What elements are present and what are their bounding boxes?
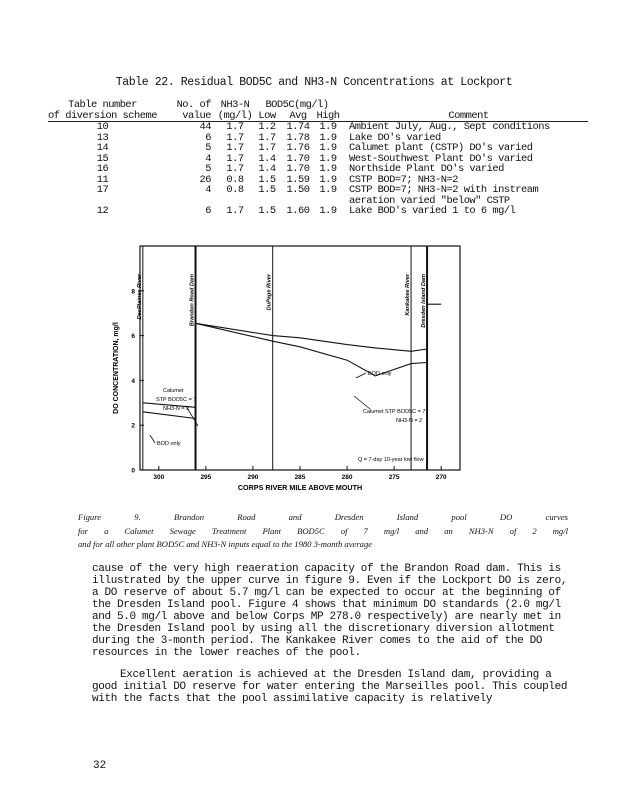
- body-text: [92, 563, 574, 705]
- cell-diversion: 12: [96, 205, 109, 217]
- do-curve-chart: [108, 238, 488, 500]
- x-tick-label: 280: [341, 474, 353, 481]
- cell-nh3: 0.8: [226, 184, 244, 196]
- cell-high: 1.9: [319, 184, 337, 196]
- cell-avg: 1.59: [286, 173, 310, 186]
- cell-no: 5: [205, 142, 211, 154]
- table-row: [48, 206, 588, 217]
- cell-avg: 1.70: [286, 163, 310, 175]
- cell-no: 6: [205, 131, 211, 144]
- landmark-label: DuPage River: [266, 274, 273, 311]
- cell-avg: 1.60: [286, 205, 310, 217]
- annotation-calumet-right-line2: NH3-N = 2: [396, 418, 423, 424]
- landmark-label: DesPlaines River: [136, 274, 143, 320]
- cell-nh3: 1.7: [226, 163, 244, 175]
- cell-comment: Calumet plant (CSTP) DO's varied: [348, 142, 533, 154]
- x-axis-label: CORPS RIVER MILE ABOVE MOUTH: [237, 483, 363, 492]
- cell-nh3: 1.7: [226, 121, 244, 133]
- cell-diversion: 17: [96, 184, 109, 196]
- cell-comment: Northside Plant DO's varied: [348, 163, 504, 175]
- cell-avg: 1.74: [286, 121, 310, 133]
- cell-low: 1.2: [258, 121, 276, 133]
- cell-no: 26: [199, 173, 211, 186]
- cell-avg: 1.78: [286, 131, 310, 144]
- cell-low: 1.4: [258, 152, 276, 165]
- cell-comment: Lake BOD's varied 1 to 6 mg/l: [348, 205, 516, 217]
- cell-nh3: 1.7: [226, 131, 244, 144]
- cell-nh3: 1.7: [226, 152, 244, 165]
- caption-line-3: and for all other plant BOD5C and NH3-N inputs equal to the 1980 3-month average: [78, 539, 373, 549]
- table-row: [48, 122, 588, 133]
- x-tick-label: 285: [294, 474, 306, 481]
- cell-avg: 1.76: [286, 142, 310, 154]
- cell-diversion: 15: [96, 152, 109, 165]
- table-header-row-1: [48, 100, 588, 111]
- cell-low: 1.7: [258, 131, 276, 144]
- cell-avg: 1.70: [286, 152, 310, 165]
- x-tick-label: 275: [388, 474, 400, 481]
- y-tick-label: 0: [131, 467, 135, 475]
- cell-high: 1.9: [319, 121, 337, 133]
- table-row: [48, 164, 588, 175]
- page-number: 32: [93, 760, 107, 772]
- cell-comment: Lake DO's varied: [348, 131, 441, 144]
- cell-low: 1.5: [258, 184, 276, 196]
- y-axis-label: DO CONCENTRATION, mg/l: [113, 322, 120, 414]
- cell-diversion: 10: [96, 121, 109, 133]
- cell-avg: 1.50: [286, 184, 310, 196]
- cell-low: 1.4: [258, 163, 276, 175]
- cell-nh3: 1.7: [226, 205, 244, 217]
- cell-high: 1.9: [319, 173, 337, 186]
- cell-diversion: 11: [96, 173, 109, 186]
- cell-no: 4: [205, 152, 211, 165]
- figure-caption: [78, 511, 568, 552]
- cell-no: 44: [199, 121, 211, 133]
- cell-high: 1.9: [319, 142, 337, 154]
- caption-line-2: for a Calumet Sewage Treatment Plant BOD5C of 7 mg/l and an NH3-N of 2 mg/l: [78, 525, 568, 536]
- header-low: Low: [253, 111, 281, 122]
- cell-low: 1.5: [258, 205, 276, 217]
- cell-high: 1.9: [319, 205, 337, 217]
- annotation-calumet-left-line1: Calumet: [163, 388, 184, 394]
- cell-high: 1.9: [319, 131, 337, 144]
- x-tick-label: 300: [153, 474, 165, 481]
- cell-comment: West-Southwest Plant DO's varied: [348, 152, 533, 165]
- cell-no: 6: [205, 205, 211, 217]
- concentration-table: [48, 100, 588, 217]
- header-high: High: [316, 109, 340, 122]
- cell-diversion: 14: [96, 142, 109, 154]
- annotation-flow-note: Q = 7-day 10-year low flow: [358, 457, 424, 463]
- cell-low: 1.7: [258, 142, 276, 154]
- cell-high: 1.9: [319, 163, 337, 175]
- landmark-label: Kankakee River: [405, 274, 412, 316]
- table-row: [48, 154, 588, 165]
- header-avg: Avg: [281, 111, 315, 122]
- landmark-label: Brandon Road Dam: [189, 274, 196, 327]
- cell-comment: Ambient July, Aug., Sept conditions: [348, 121, 550, 133]
- cell-diversion: 13: [96, 131, 109, 144]
- y-tick-label: 8: [131, 288, 135, 296]
- header-comment: Comment: [341, 111, 588, 122]
- header-bod: BOD5C(mg/l): [265, 99, 329, 111]
- annotation-calumet-left-line2: STP BOD5C = 7: [156, 397, 197, 403]
- body-paragraph-2: Excellent aeration is achieved at the Dresden Island dam, providing a good initial DO reserve for water entering the Marseilles pool. This coupled with the facts that the pool assimilative capacity is relatively: [92, 669, 568, 705]
- cell-comment: CSTP BOD=7; NH3-N=2: [348, 173, 458, 186]
- header-value: value: [157, 111, 217, 122]
- body-paragraph-1: cause of the very high reaeration capacity of the Brandon Road dam. This is illustrated by the upper curve in figure 9. Even if the Lockport DO is zero, a DO reserve of about 5.7 mg/l can be expected to occur at the beginning of the Dresden Island pool. Figure 4 shows that minimum DO standards (2.0 mg/l and 5.0 mg/l above and below Corps MP 278.0 respectively) are nearly met in the Dresden Island pool by using all the discretionary diversion allotment during the 3-month period. The Kankakee River comes to the aid of the DO resources in the lower reaches of the pool.: [92, 563, 568, 659]
- cell-comment: aeration varied "below" CSTP: [348, 194, 510, 207]
- table-row: [48, 143, 588, 154]
- table-header-row-2: [48, 111, 588, 122]
- header-no-of: No. of: [176, 99, 211, 111]
- y-tick-label: 6: [131, 333, 135, 341]
- annotation-calumet-right-line1: Calumet STP BOD5C = 7: [363, 409, 426, 415]
- x-tick-label: 290: [247, 474, 259, 481]
- header-diversion-scheme: of diversion scheme: [48, 109, 157, 122]
- x-tick-label: 270: [435, 474, 447, 481]
- landmark-label: Dresden Island Dam: [421, 274, 428, 328]
- cell-diversion: 16: [96, 163, 109, 175]
- header-table-number: Table number: [68, 99, 137, 111]
- y-tick-label: 4: [131, 377, 135, 385]
- annotation-bod-only-right: BOD only: [368, 371, 392, 377]
- x-tick-label: 295: [200, 474, 212, 481]
- header-nh3-units: (mg/l): [217, 109, 253, 122]
- caption-line-1: Figure 9. Brandon Road and Dresden Island pool DO curves: [78, 512, 568, 522]
- cell-comment: CSTP BOD=7; NH3-N=2 with instream: [348, 184, 539, 196]
- cell-nh3: 1.7: [226, 142, 244, 154]
- cell-no: 5: [205, 163, 211, 175]
- cell-nh3: 0.8: [226, 173, 244, 186]
- table-row: [48, 185, 588, 196]
- annotation-calumet-left-line3: NH3-N = 2: [163, 406, 190, 412]
- table-title: Table 22. Residual BOD5C and NH3-N Concentrations at Lockport: [115, 76, 513, 89]
- cell-no: 4: [205, 184, 211, 196]
- cell-low: 1.5: [258, 173, 276, 186]
- annotation-bod-only-left: BOD only: [157, 441, 181, 447]
- header-nh3: NH3-N: [220, 99, 250, 111]
- y-tick-label: 2: [131, 422, 135, 430]
- cell-high: 1.9: [319, 152, 337, 165]
